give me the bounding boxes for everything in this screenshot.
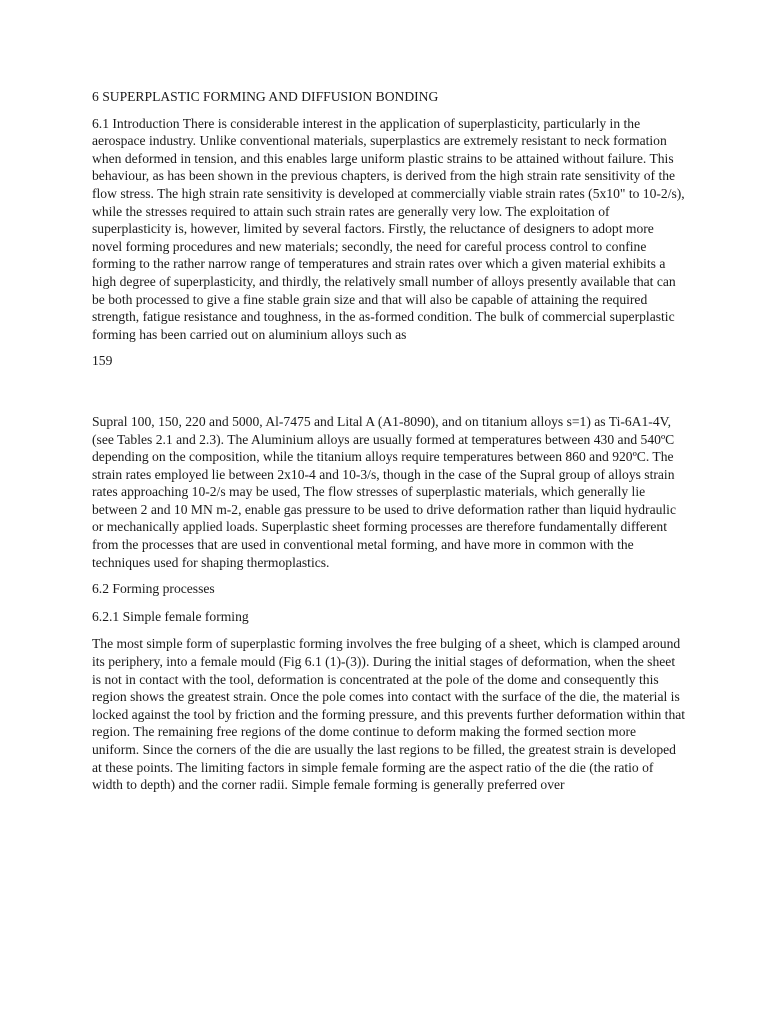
intro-paragraph: 6.1 Introduction There is considerable interest in the application of superplasticity, particularly in the aerospace industry. Unlike conventional materials, superplastics are extremely resistant to neck formation when deformed in tension, and this enables large uniform plastic strains to be attained without failure. This behaviour, as has been shown in the previous chapters, is derived from the high strain rate sensitivity of the flow stress. The high strain rate sensitivity is developed at commercially viable strain rates (5x10" to 10-2/s), while the stresses required to attain such strain rates are generally very low. The exploitation of superplasticity is, however, limited by several factors. Firstly, the reluctance of designers to adopt more novel forming procedures and new materials; secondly, the need for careful process control to confine forming to the rather narrow range of temperatures and strain rates over which a given material exhibits a high degree of superplasticity, and thirdly, the relatively small number of alloys presently available that can be both processed to give a fine stable grain size and that will also be capable of attaining the required strength, fatigue resistance and toughness, in the as-formed condition. The bulk of commercial superplastic forming has been carried out on aluminium alloys such as [92,115,685,342]
document-page [92,88,686,803]
alloys-paragraph: Supral 100, 150, 220 and 5000, Al-7475 and Lital A (A1-8090), and on titanium alloys s=1) as Ti-6A1-4V, (see Tables 2.1 and 2.3). The Aluminium alloys are usually formed at temperatures between 430 and 540ºC depending on the composition, while the titanium alloys require temperatures between 860 and 920ºC. The strain rates employed lie between 2x10-4 and 10-3/s, though in the case of the Supral group of alloys strain rates approaching 10-2/s may be used, The flow stresses of superplastic materials, which generally lie between 2 and 10 MN m-2, enable gas pressure to be used to drive deformation rather than liquid hydraulic or mechanically applied loads. Superplastic sheet forming processes are therefore fundamentally different from the processes that are used in conventional metal forming, and have more in common with the techniques used for shaping thermoplastics. [92,413,676,570]
subsection-heading: 6.2.1 Simple female forming [92,608,249,624]
section-heading: 6.2 Forming processes [92,581,215,597]
female-forming-paragraph: The most simple form of superplastic forming involves the free bulging of a sheet, which is clamped around its periphery, into a female mould (Fig 6.1 (1)-(3)). During the initial stages of deformation, when the sheet is not in contact with the tool, deformation is concentrated at the pole of the dome and consequently this region shows the greatest strain. Once the pole comes into contact with the surface of the die, the material is locked against the tool by friction and the forming pressure, and this prevents further deformation within that region. The remaining free regions of the dome continue to deform making the formed section more uniform. Since the corners of the die are usually the last regions to be filled, the greatest strain is developed at these points. The limiting factors in simple female forming are the aspect ratio of the die (the ratio of width to depth) and the corner radii. Simple female forming is generally preferred over [92,636,686,793]
chapter-title: 6 SUPERPLASTIC FORMING AND DIFFUSION BONDING [92,89,439,104]
page-number: 159 [92,353,113,369]
